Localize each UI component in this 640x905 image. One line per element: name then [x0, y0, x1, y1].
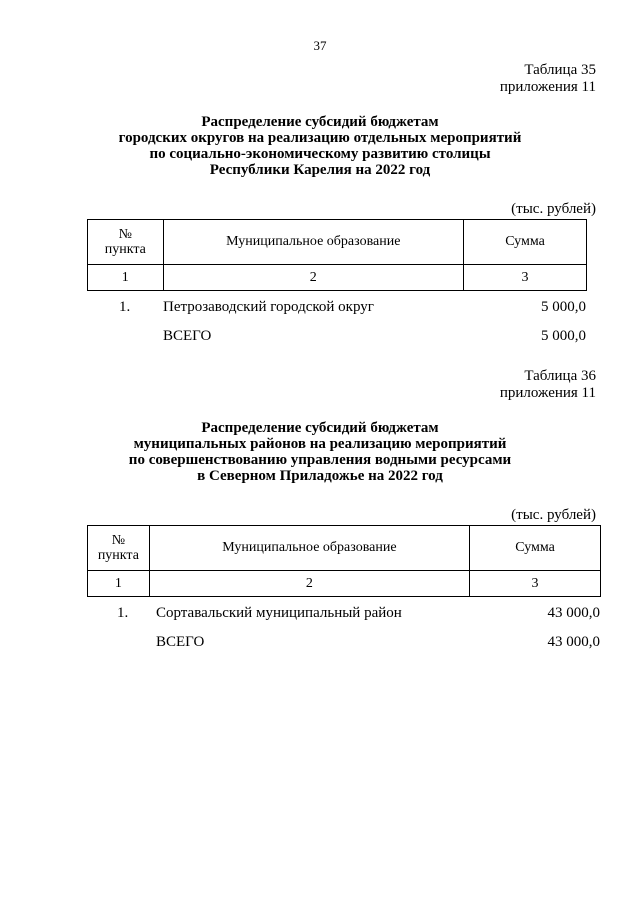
table-header: [87, 219, 587, 291]
column-number-cell: 1: [88, 265, 164, 291]
title-line: Распределение субсидий бюджетам: [201, 114, 439, 130]
header-cell-sum: Сумма: [464, 220, 587, 265]
table-title: [60, 114, 580, 178]
title-line: муниципальных районов на реализацию мероприятий: [133, 436, 507, 452]
column-number-cell: 2: [163, 265, 463, 291]
header-cell-sum: Сумма: [470, 526, 601, 571]
table-reference: [500, 62, 596, 96]
row-sum: 43 000,0: [547, 605, 600, 621]
header-cell-municipality: Муниципальное образование: [163, 220, 463, 265]
header-cell-number: № пункта: [88, 526, 150, 571]
page-number: 37: [313, 38, 327, 53]
appendix-reference: приложения 11: [499, 79, 596, 95]
header-cell-municipality: Муниципальное образование: [149, 526, 469, 571]
total-sum: 5 000,0: [541, 328, 586, 344]
title-line: Республики Карелия на 2022 год: [209, 162, 431, 178]
total-sum: 43 000,0: [547, 634, 600, 650]
row-municipality: Петрозаводский городской округ: [163, 299, 374, 315]
title-line: по социально-экономическому развитию столицы: [149, 146, 491, 162]
title-line: городских округов на реализацию отдельных мероприятий: [118, 130, 522, 146]
row-sum: 5 000,0: [541, 299, 586, 315]
total-label: ВСЕГО: [156, 634, 205, 650]
title-line: в Северном Приладожье на 2022 год: [197, 468, 443, 484]
table-header: [87, 525, 601, 597]
column-number-cell: 3: [470, 571, 601, 597]
unit-label: (тыс. рублей): [511, 507, 596, 523]
appendix-reference: приложения 11: [499, 385, 596, 401]
row-number: 1.: [119, 299, 131, 315]
table-number: Таблица 36: [524, 368, 596, 384]
total-label: ВСЕГО: [163, 328, 212, 344]
column-number-cell: 3: [464, 265, 587, 291]
title-line: по совершенствованию управления водными ресурсами: [128, 452, 512, 468]
title-line: Распределение субсидий бюджетам: [201, 420, 439, 436]
unit-label: (тыс. рублей): [511, 201, 596, 217]
row-municipality: Сортавальский муниципальный район: [156, 605, 402, 621]
row-number: 1.: [117, 605, 129, 621]
table-reference: [500, 368, 596, 402]
column-number-cell: 2: [149, 571, 469, 597]
table-title: [60, 420, 580, 484]
header-cell-number: № пункта: [88, 220, 164, 265]
table-number: Таблица 35: [524, 62, 596, 78]
column-number-cell: 1: [88, 571, 150, 597]
